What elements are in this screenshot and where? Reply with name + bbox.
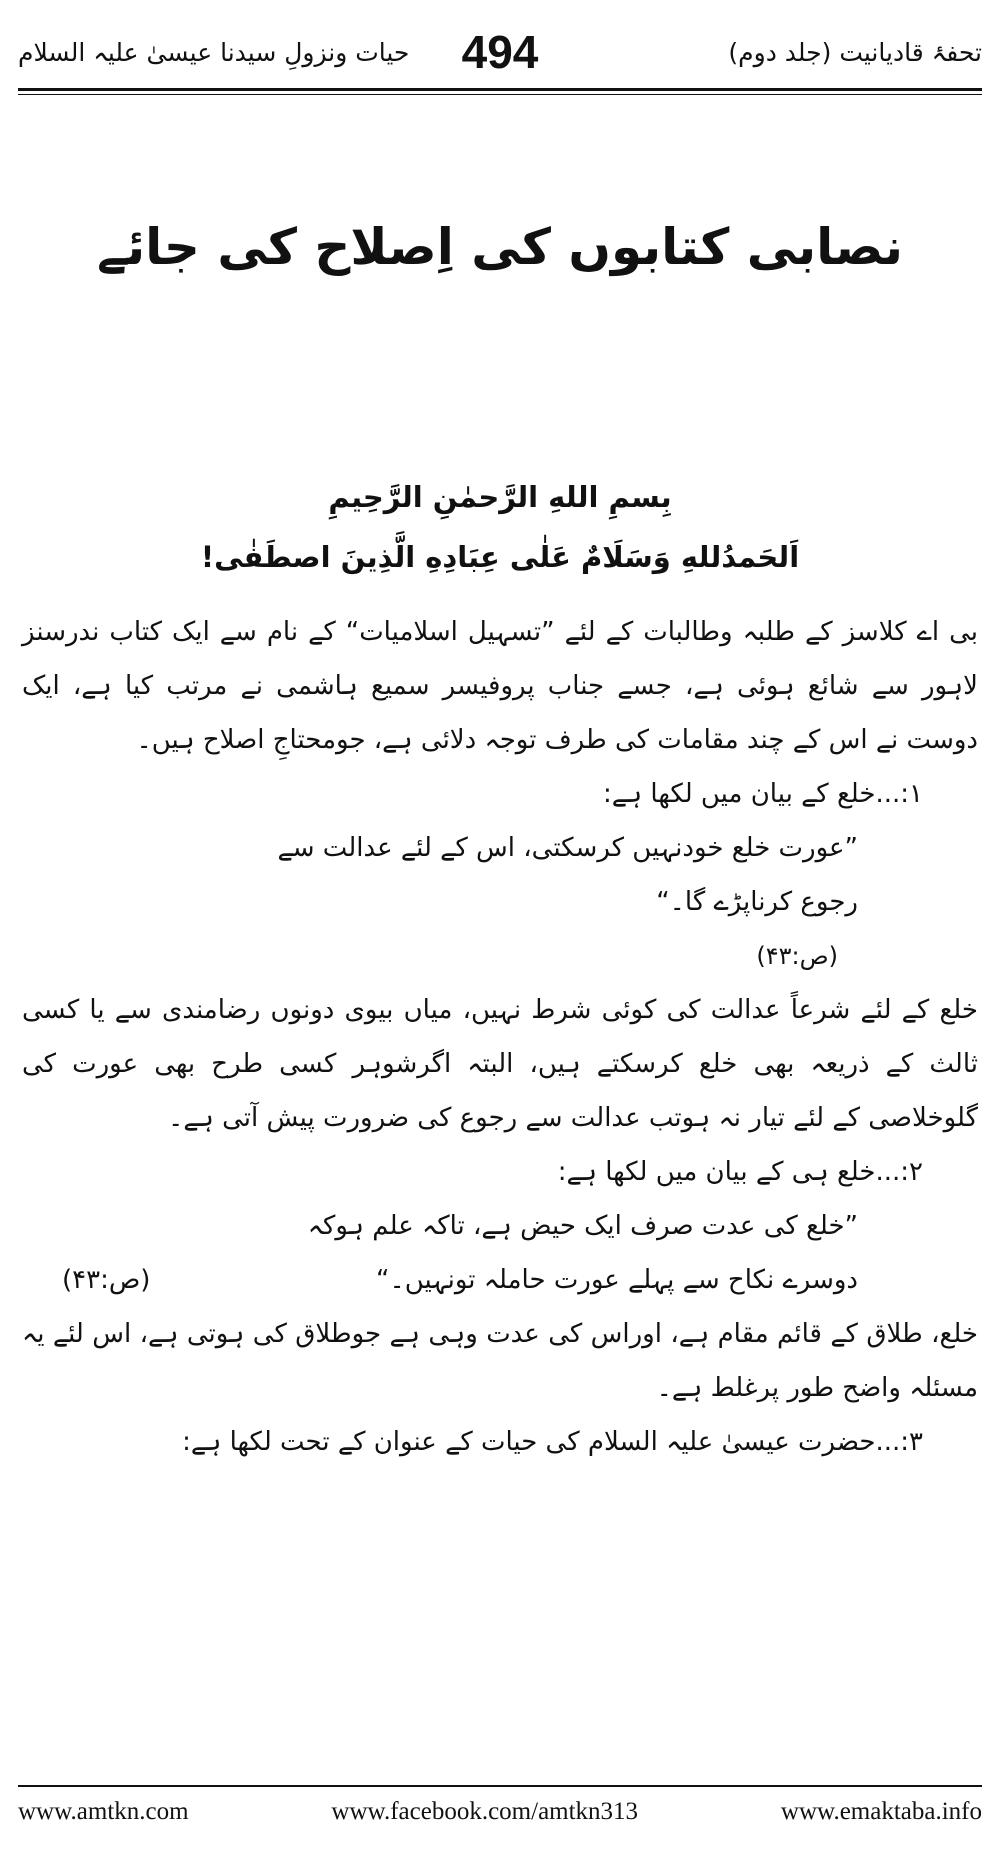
item2-heading: ۲:...خلع ہی کے بیان میں لکھا ہے: bbox=[557, 1157, 923, 1187]
item1-reference: (ص:۴۳) bbox=[756, 942, 838, 970]
item2-answer: خلع، طلاق کے قائم مقام ہے، اوراس کی عدت وہی ہے جوطلاق کی ہوتی ہے، اس لئے یہ مسئلہ واضح طور پرغلط ہے۔ bbox=[22, 1319, 978, 1403]
hamd-line: اَلحَمدُللهِ وَسَلَامٌ عَلٰی عِبَادِهِ الَّذِینَ اصطَفٰی! bbox=[200, 540, 800, 574]
footer-divider bbox=[18, 1785, 982, 1787]
page-footer bbox=[18, 1798, 982, 1826]
page-header bbox=[18, 22, 982, 82]
page-number: 494 bbox=[461, 26, 539, 78]
item3-heading: ۳:...حضرت عیسیٰ علیہ السلام کی حیات کے عنوان کے تحت لکھا ہے: bbox=[182, 1427, 923, 1457]
intro-paragraph: بی اے کلاسز کے طلبہ وطالبات کے لئے ”تسہیل اسلامیات“ کے نام سے ایک کتاب ندرسنز لاہور سے شائع ہوئی ہے، جسے جناب پروفیسر سمیع ہاشمی نے مرتب کیا ہے، ایک دوست نے اس کے چند مقامات کی طرف توجہ دلائی ہے، جومحتاجِ اصلاح ہیں۔ bbox=[22, 617, 978, 755]
item1-quote-line2: رجوع کرناپڑے گا۔“ bbox=[656, 887, 858, 917]
basmala: بِسمِ اللهِ الرَّحمٰنِ الرَّحِیمِ bbox=[328, 480, 672, 514]
article-body bbox=[22, 605, 978, 1469]
footer-link-facebook[interactable]: www.facebook.com/amtkn313 bbox=[331, 1798, 639, 1825]
item2-quote-line1: ”خلع کی عدت صرف ایک حیض ہے، تاکہ علم ہوکہ bbox=[307, 1211, 858, 1241]
header-chapter: حیات ونزولِ سیدنا عیسیٰ علیہ السلام bbox=[18, 37, 410, 67]
item2-quote-row bbox=[22, 1253, 978, 1307]
footer-link-emaktaba[interactable]: www.emaktaba.info bbox=[780, 1798, 982, 1825]
header-book-title: تحفۂ قادیانیت (جلد دوم) bbox=[728, 37, 982, 67]
item1-answer: خلع کے لئے شرعاً عدالت کی کوئی شرط نہیں، میاں بیوی دونوں رضامندی سے یا کسی ثالث کے ذریعہ بھی خلع کرسکتے ہیں، البتہ اگرشوہر کسی طرح بھی عورت کی گلوخلاصی کے لئے تیار نہ ہوتب عدالت سے رجوع کی ضرورت پیش آتی ہے۔ bbox=[22, 995, 978, 1133]
item2-quote-line2: دوسرے نکاح سے پہلے عورت حاملہ تونہیں۔“ bbox=[376, 1265, 858, 1295]
article-title: نصابی کتابوں کی اِصلاح کی جائے bbox=[97, 218, 903, 276]
header-divider bbox=[18, 88, 982, 95]
item1-heading: ۱:...خلع کے بیان میں لکھا ہے: bbox=[602, 779, 923, 809]
item2-reference: (ص:۴۳) bbox=[62, 1265, 151, 1295]
footer-link-amtkn[interactable]: www.amtkn.com bbox=[18, 1798, 189, 1825]
item1-quote-line1: ”عورت خلع خودنہیں کرسکتی، اس کے لئے عدالت سے bbox=[277, 833, 858, 863]
